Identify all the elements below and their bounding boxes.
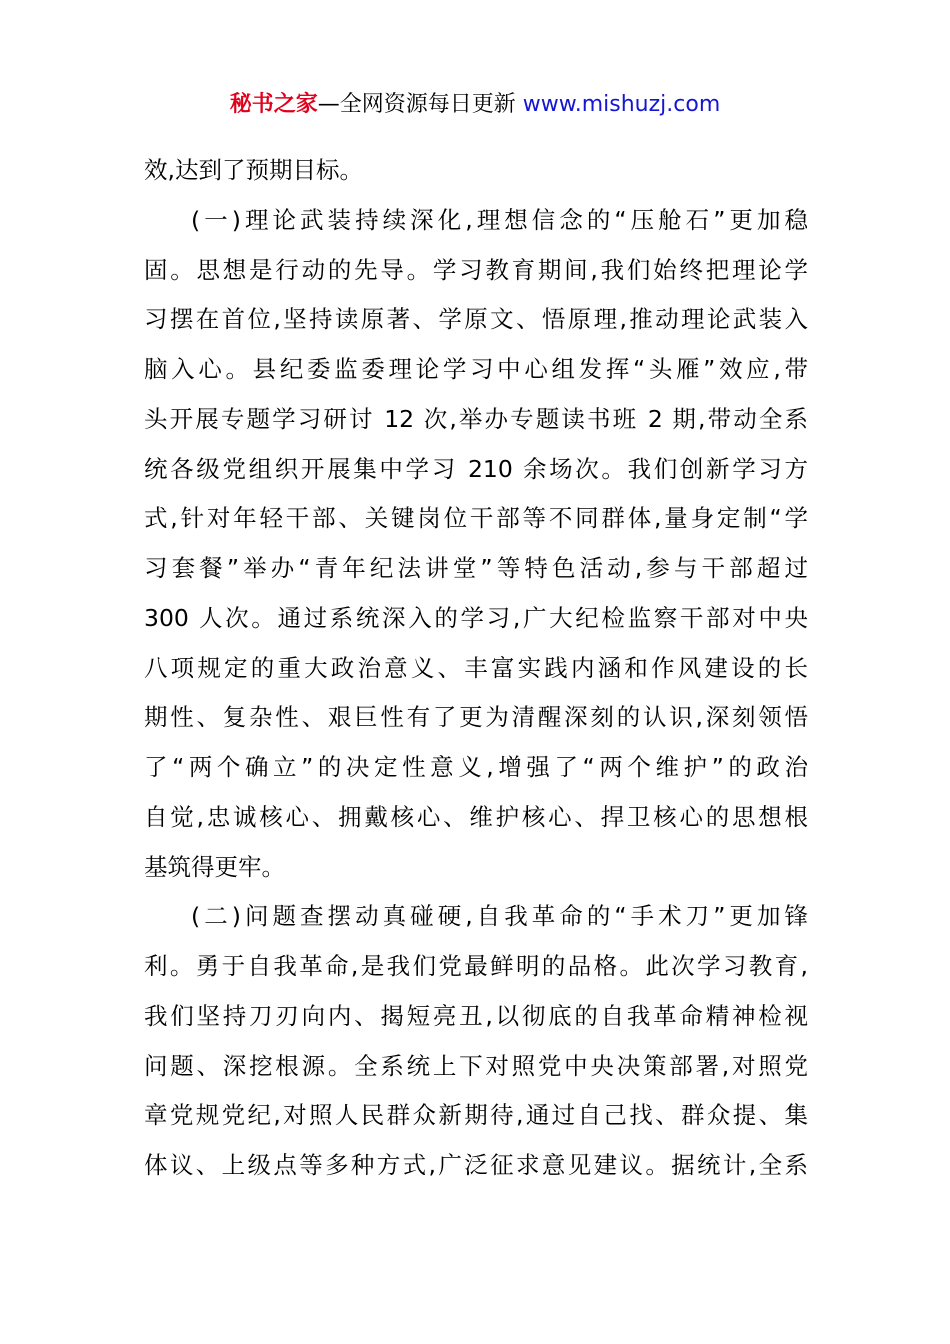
text-line: 固。思想是行动的先导。学习教育期间,我们始终把理论学 — [144, 255, 808, 284]
text-line: 了“两个确立”的决定性意义,增强了“两个维护”的政治 — [144, 753, 808, 781]
text-line: 统各级党组织开展集中学习 210 余场次。我们创新学习方 — [144, 454, 808, 483]
text-line: 脑入心。县纪委监委理论学习中心组发挥“头雁”效应,带 — [144, 355, 808, 383]
text-line: 期性、复杂性、艰巨性有了更为清醒深刻的认识,深刻领悟 — [144, 703, 808, 732]
text-line: 式,针对年轻干部、关键岗位干部等不同群体,量身定制“学 — [144, 504, 808, 533]
text-line: 习套餐”举办“青年纪法讲堂”等特色活动,参与干部超过 — [144, 554, 808, 582]
text-line: 自觉,忠诚核心、拥戴核心、维护核心、捍卫核心的思想根 — [144, 802, 808, 831]
text-line: 头开展专题学习研讨 12 次,举办专题读书班 2 期,带动全系 — [144, 404, 808, 433]
section-heading-line: (二)问题查摆动真碰硬,自我革命的“手术刀”更加锋 — [191, 902, 808, 931]
text-line: 习摆在首位,坚持读原著、学原文、悟原理,推动理论武装入 — [144, 305, 808, 334]
site-url-link[interactable]: www.mishuzj.com — [522, 92, 721, 117]
text-line: 利。勇于自我革命,是我们党最鲜明的品格。此次学习教育, — [144, 952, 808, 980]
text-line: 章党规党纪,对照人民群众新期待,通过自己找、群众提、集 — [144, 1101, 808, 1130]
text-line: 效,达到了预期目标。 — [144, 156, 363, 184]
site-header — [0, 88, 950, 122]
document-body — [144, 146, 808, 1191]
text-line: 问题、深挖根源。全系统上下对照党中央决策部署,对照党 — [144, 1051, 808, 1080]
text-line: 基筑得更牢。 — [144, 852, 285, 881]
text-line: 300 人次。通过系统深入的学习,广大纪检监察干部对中央 — [144, 603, 808, 632]
site-tagline: —全网资源每日更新 — [317, 92, 523, 117]
section-heading-line: (一)理论武装持续深化,理想信念的“压舱石”更加稳 — [191, 205, 808, 234]
site-brand: 秘书之家 — [229, 92, 318, 117]
text-line: 我们坚持刀刃向内、揭短亮丑,以彻底的自我革命精神检视 — [144, 1001, 808, 1030]
text-line: 体议、上级点等多种方式,广泛征求意见建议。据统计,全系 — [144, 1151, 808, 1179]
text-line: 八项规定的重大政治意义、丰富实践内涵和作风建设的长 — [144, 653, 808, 682]
